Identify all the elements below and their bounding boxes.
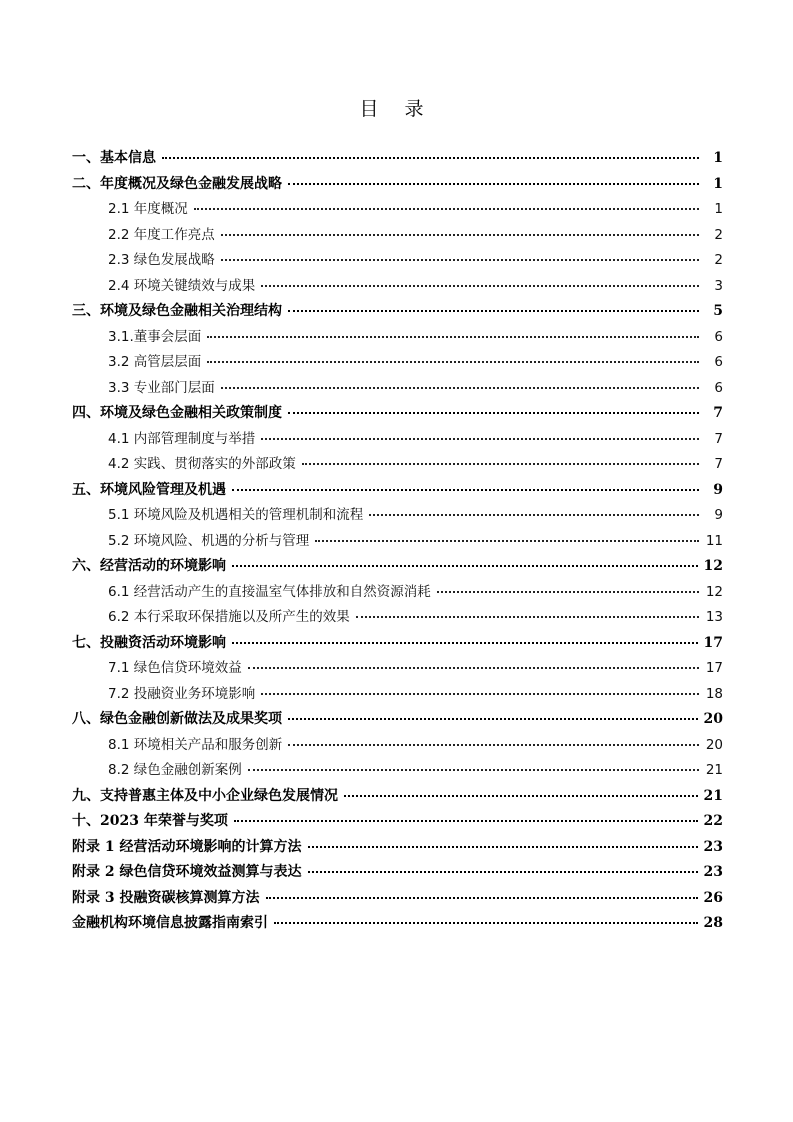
toc-entry[interactable] xyxy=(72,503,723,529)
toc-entry-label: 金融机构环境信息披露指南索引 xyxy=(72,915,268,931)
dot-leader xyxy=(356,616,699,618)
dot-leader xyxy=(302,463,699,465)
dot-leader xyxy=(261,285,699,287)
toc-entry[interactable] xyxy=(72,656,723,682)
toc-page-number: 7 xyxy=(713,405,723,421)
toc-page-number: 20 xyxy=(705,736,723,753)
toc-entry[interactable] xyxy=(72,911,723,937)
toc-page-number: 6 xyxy=(714,379,723,396)
toc-page-number: 2 xyxy=(714,252,723,268)
toc-entry-label: 九、支持普惠主体及中小企业绿色发展情况 xyxy=(72,787,338,804)
toc-entry-label: 十、2023 年荣誉与奖项 xyxy=(72,813,228,829)
dot-leader xyxy=(248,667,699,669)
toc-entry-label: 3.3 专业部门层面 xyxy=(108,379,215,396)
toc-entry-label: 附录 1 经营活动环境影响的计算方法 xyxy=(72,838,302,855)
toc-entry[interactable] xyxy=(72,784,723,810)
toc-entry-label: 8.1 环境相关产品和服务创新 xyxy=(108,736,283,753)
toc-page-number: 9 xyxy=(713,481,723,498)
dot-leader xyxy=(162,157,699,159)
toc-entry[interactable] xyxy=(72,223,723,249)
toc-entry-label: 6.1 经营活动产生的直接温室气体排放和自然资源消耗 xyxy=(108,583,431,600)
dot-leader xyxy=(266,897,698,899)
toc-entry[interactable] xyxy=(72,478,723,504)
toc-entry-label: 6.2 本行采取环保措施以及所产生的效果 xyxy=(108,609,350,625)
toc-entry[interactable] xyxy=(72,350,723,376)
toc-entry-label: 5.1 环境风险及机遇相关的管理机制和流程 xyxy=(108,507,364,523)
toc-entry[interactable] xyxy=(72,248,723,274)
dot-leader xyxy=(437,591,699,593)
toc-entry-label: 附录 2 绿色信贷环境效益测算与表达 xyxy=(72,864,302,880)
toc-entry[interactable] xyxy=(72,605,723,631)
toc-entry-label: 二、年度概况及绿色金融发展战略 xyxy=(72,175,282,192)
toc-entry-label: 2.2 年度工作亮点 xyxy=(108,226,215,243)
toc-entry-label: 2.1 年度概况 xyxy=(108,201,188,217)
toc-entry[interactable] xyxy=(72,325,723,351)
toc-page-number: 26 xyxy=(703,889,723,906)
dot-leader xyxy=(194,208,699,210)
toc-entry-label: 2.4 环境关键绩效与成果 xyxy=(108,277,256,294)
toc-entry[interactable] xyxy=(72,146,723,172)
toc-entry-label: 四、环境及绿色金融相关政策制度 xyxy=(72,405,282,421)
dot-leader xyxy=(274,922,698,924)
dot-leader xyxy=(288,412,699,414)
toc-page-number: 12 xyxy=(703,558,723,574)
toc-entry-label: 七、投融资活动环境影响 xyxy=(72,634,226,651)
toc-entry[interactable] xyxy=(72,580,723,606)
dot-leader xyxy=(234,820,698,822)
toc-page-number: 23 xyxy=(703,864,723,880)
dot-leader xyxy=(288,744,699,746)
toc-entry[interactable] xyxy=(72,452,723,478)
toc-entry[interactable] xyxy=(72,733,723,759)
toc-entry[interactable] xyxy=(72,299,723,325)
dot-leader xyxy=(221,259,699,261)
toc-page-number: 21 xyxy=(705,762,723,778)
toc-entry[interactable] xyxy=(72,554,723,580)
toc-entry-label: 5.2 环境风险、机遇的分析与管理 xyxy=(108,532,310,549)
dot-leader xyxy=(288,310,699,312)
toc-entry-label: 4.2 实践、贯彻落实的外部政策 xyxy=(108,456,296,472)
toc-entry[interactable] xyxy=(72,427,723,453)
toc-page-number: 7 xyxy=(714,456,723,472)
toc-page-number: 18 xyxy=(705,685,723,702)
toc-page-number: 21 xyxy=(703,787,723,804)
dot-leader xyxy=(308,871,698,873)
toc-page-number: 1 xyxy=(714,201,723,217)
toc-entry-label: 八、绿色金融创新做法及成果奖项 xyxy=(72,711,282,727)
toc-entry-label: 4.1 内部管理制度与举措 xyxy=(108,430,256,447)
toc-page-number: 17 xyxy=(705,660,723,676)
dot-leader xyxy=(344,795,698,797)
dot-leader xyxy=(232,642,698,644)
toc-entry[interactable] xyxy=(72,631,723,657)
dot-leader xyxy=(288,718,698,720)
toc-entry[interactable] xyxy=(72,172,723,198)
toc-entry-label: 3.2 高管层层面 xyxy=(108,354,202,370)
dot-leader xyxy=(221,234,699,236)
dot-leader xyxy=(207,336,699,338)
toc-entry-label: 一、基本信息 xyxy=(72,150,156,166)
toc-page-number: 6 xyxy=(714,328,723,345)
dot-leader xyxy=(369,514,699,516)
toc-entry[interactable] xyxy=(72,707,723,733)
dot-leader xyxy=(261,693,699,695)
toc-entry[interactable] xyxy=(72,682,723,708)
toc-page-number: 6 xyxy=(714,354,723,370)
toc-entry[interactable] xyxy=(72,376,723,402)
toc-page-number: 1 xyxy=(713,175,723,192)
toc-entry[interactable] xyxy=(72,529,723,555)
toc-title: 目 录 xyxy=(359,98,434,120)
toc-entry[interactable] xyxy=(72,274,723,300)
toc-entry[interactable] xyxy=(72,401,723,427)
toc-page-number: 3 xyxy=(714,277,723,294)
dot-leader xyxy=(261,438,699,440)
toc-page-number: 22 xyxy=(703,813,723,829)
dot-leader xyxy=(308,846,698,848)
toc-entry-label: 三、环境及绿色金融相关治理结构 xyxy=(72,303,282,319)
dot-leader xyxy=(288,183,699,185)
toc-entry-label: 3.1.董事会层面 xyxy=(108,328,202,345)
toc-entry[interactable] xyxy=(72,758,723,784)
toc-entry-label: 六、经营活动的环境影响 xyxy=(72,558,226,574)
toc-page-number: 17 xyxy=(703,634,723,651)
toc-entry-label: 2.3 绿色发展战略 xyxy=(108,252,215,268)
toc-page-number: 20 xyxy=(703,711,723,727)
toc-entry[interactable] xyxy=(72,197,723,223)
toc-page-number: 1 xyxy=(713,150,723,166)
toc-entry-label: 7.1 绿色信贷环境效益 xyxy=(108,660,242,676)
toc-entry-label: 7.2 投融资业务环境影响 xyxy=(108,685,256,702)
toc-entry[interactable] xyxy=(72,860,723,886)
dot-leader xyxy=(221,387,699,389)
toc-page-number: 5 xyxy=(713,303,723,319)
toc-entry-label: 8.2 绿色金融创新案例 xyxy=(108,762,242,778)
toc-list xyxy=(72,146,723,937)
toc-entry[interactable] xyxy=(72,886,723,912)
dot-leader xyxy=(232,565,698,567)
toc-page-number: 13 xyxy=(705,609,723,625)
toc-entry-label: 附录 3 投融资碳核算测算方法 xyxy=(72,889,260,906)
toc-page-number: 11 xyxy=(705,532,723,549)
toc-entry[interactable] xyxy=(72,835,723,861)
toc-entry-label: 五、环境风险管理及机遇 xyxy=(72,481,226,498)
toc-page-number: 9 xyxy=(714,507,723,523)
toc-page-number: 2 xyxy=(714,226,723,243)
toc-entry[interactable] xyxy=(72,809,723,835)
toc-page-number: 28 xyxy=(703,915,723,931)
dot-leader xyxy=(232,489,699,491)
toc-page-number: 12 xyxy=(705,583,723,600)
dot-leader xyxy=(207,361,699,363)
dot-leader xyxy=(315,540,699,542)
dot-leader xyxy=(248,769,699,771)
toc-page-number: 23 xyxy=(703,838,723,855)
toc-page-number: 7 xyxy=(714,430,723,447)
